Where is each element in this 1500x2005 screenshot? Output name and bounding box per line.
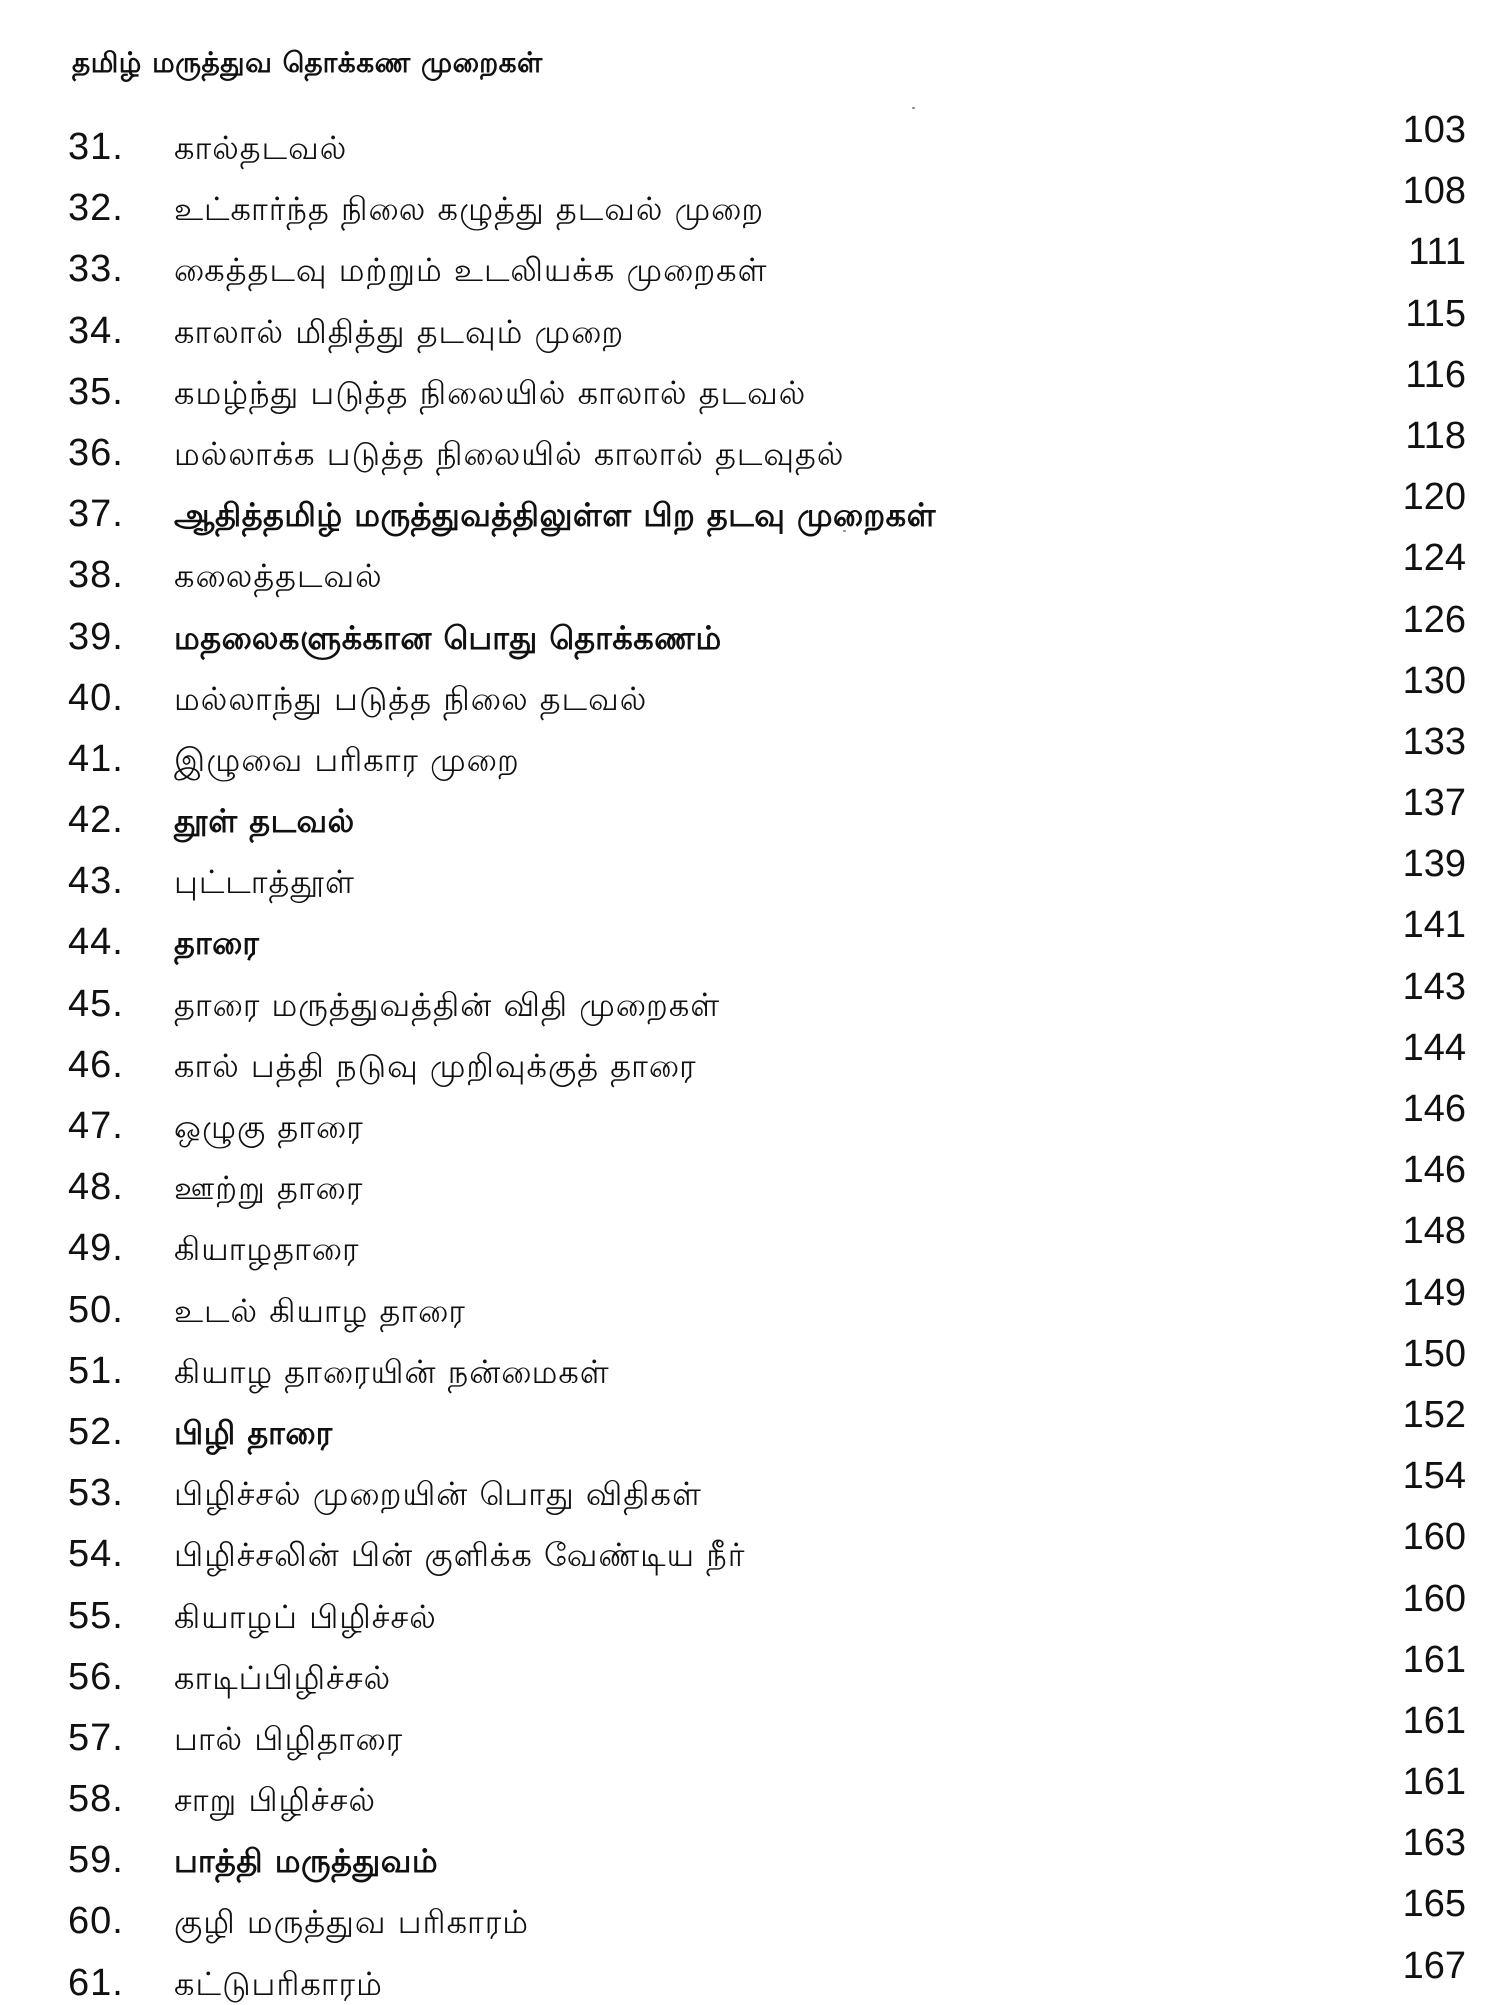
entry-page-number: 139 (1402, 843, 1466, 886)
entry-number: 44. (68, 921, 124, 964)
entry-title: ஆதித்தமிழ் மருத்துவத்திலுள்ள பிற தடவு முறைகள் (174, 496, 936, 535)
entry-title: கமழ்ந்து படுத்த நிலையில் காலால் தடவல் (174, 373, 807, 412)
toc-entry (0, 414, 1500, 475)
toc-entry (0, 108, 1500, 169)
entry-number: 47. (68, 1105, 124, 1147)
toc-entry (0, 1332, 1500, 1393)
toc-entry (0, 720, 1500, 781)
entry-page-number: 130 (1402, 659, 1466, 702)
entry-title: கைத்தடவு மற்றும் உடலியக்க முறைகள் (174, 251, 768, 290)
entry-title: தாரை மருத்துவத்தின் விதி முறைகள் (174, 985, 721, 1024)
entry-page-number: 143 (1402, 965, 1466, 1008)
toc-entry (0, 598, 1500, 659)
entry-number: 36. (68, 431, 124, 474)
entry-page-number: 149 (1402, 1271, 1466, 1314)
entry-number: 56. (68, 1655, 124, 1698)
entry-number: 43. (68, 860, 124, 903)
entry-page-number: 152 (1402, 1393, 1466, 1436)
entry-page-number: 133 (1402, 720, 1466, 763)
entry-page-number: 118 (1405, 414, 1466, 457)
entry-page-number: 103 (1402, 109, 1466, 151)
toc-entry (0, 1087, 1500, 1148)
entry-page-number: 165 (1402, 1883, 1466, 1926)
entry-number: 58. (68, 1778, 124, 1821)
entry-number: 53. (68, 1472, 124, 1515)
toc-entry (0, 1760, 1500, 1821)
entry-number: 60. (68, 1900, 124, 1943)
toc-entry (0, 353, 1500, 414)
entry-title: புட்டாத்தூள் (174, 863, 355, 902)
entry-page-number: 124 (1402, 537, 1466, 580)
entry-number: 55. (68, 1594, 124, 1637)
table-of-contents (0, 108, 1500, 2005)
entry-number: 48. (68, 1166, 124, 1209)
entry-number: 33. (68, 248, 124, 291)
entry-title: தாரை (174, 924, 260, 963)
entry-number: 31. (68, 126, 124, 168)
entry-title: பிழிச்சல் முறையின் பொது விதிகள் (174, 1475, 702, 1514)
toc-entry (0, 1944, 1500, 2005)
entry-title: மதலைகளுக்கான பொது தொக்கணம் (174, 618, 722, 657)
entry-page-number: 167 (1402, 1944, 1466, 1987)
entry-page-number: 126 (1402, 598, 1466, 641)
entry-page-number: 144 (1402, 1026, 1466, 1069)
entry-page-number: 161 (1402, 1699, 1466, 1742)
toc-entry (0, 1821, 1500, 1882)
toc-entry (0, 1148, 1500, 1209)
toc-entry (0, 1209, 1500, 1270)
entry-title: இழுவை பரிகார முறை (174, 740, 520, 779)
entry-title: கால் பத்தி நடுவு முறிவுக்குத் தாரை (174, 1046, 697, 1085)
entry-page-number: 146 (1402, 1149, 1466, 1192)
entry-title: சாறு பிழிச்சல் (174, 1781, 377, 1820)
entry-number: 41. (68, 737, 124, 780)
entry-title: மல்லாந்து படுத்த நிலை தடவல் (174, 679, 648, 718)
entry-number: 37. (68, 493, 124, 536)
entry-page-number: 160 (1402, 1577, 1466, 1620)
toc-entry (0, 1577, 1500, 1638)
toc-entry (0, 1699, 1500, 1760)
entry-number: 38. (68, 554, 124, 597)
entry-title: கட்டுபரிகாரம் (174, 1964, 383, 2003)
toc-entry (0, 842, 1500, 903)
entry-title: உட்கார்ந்த நிலை கழுத்து தடவல் முறை (174, 190, 765, 229)
toc-entry (0, 169, 1500, 230)
entry-page-number: 111 (1408, 231, 1466, 274)
entry-title: காலால் மிதித்து தடவும் முறை (174, 312, 625, 351)
entry-page-number: 116 (1405, 353, 1466, 396)
entry-page-number: 120 (1402, 476, 1466, 519)
entry-title: தூள் தடவல் (174, 802, 355, 841)
entry-page-number: 154 (1402, 1455, 1466, 1498)
entry-page-number: 160 (1402, 1516, 1466, 1559)
entry-number: 49. (68, 1227, 124, 1270)
entry-number: 57. (68, 1716, 124, 1759)
toc-entry (0, 292, 1500, 353)
entry-page-number: 161 (1402, 1638, 1466, 1681)
entry-title: ஒழுகு தாரை (174, 1108, 364, 1146)
entry-page-number: 150 (1402, 1332, 1466, 1375)
toc-entry (0, 1515, 1500, 1576)
toc-entry (0, 1393, 1500, 1454)
entry-number: 59. (68, 1839, 124, 1882)
entry-title: பால் பிழிதாரை (174, 1719, 404, 1758)
entry-number: 54. (68, 1533, 124, 1576)
running-header: தமிழ் மருத்துவ தொக்கண முறைகள் (72, 46, 543, 79)
toc-entry (0, 1026, 1500, 1087)
entry-number: 46. (68, 1043, 124, 1086)
entry-number: 35. (68, 370, 124, 413)
entry-number: 50. (68, 1288, 124, 1331)
entry-page-number: 163 (1402, 1822, 1466, 1865)
toc-entry (0, 781, 1500, 842)
entry-title: கியாழ தாரையின் நன்மைகள் (174, 1352, 610, 1391)
toc-entry (0, 1454, 1500, 1515)
toc-entry (0, 903, 1500, 964)
entry-title: பாத்தி மருத்துவம் (174, 1842, 439, 1881)
toc-entry (0, 1271, 1500, 1332)
entry-title: உடல் கியாழ தாரை (174, 1291, 466, 1330)
toc-entry (0, 965, 1500, 1026)
toc-entry (0, 659, 1500, 720)
entry-title: பிழிச்சலின் பின் குளிக்க வேண்டிய நீர் (174, 1536, 746, 1575)
entry-page-number: 161 (1402, 1761, 1466, 1804)
entry-number: 40. (68, 676, 124, 719)
entry-title: குழி மருத்துவ பரிகாரம் (174, 1903, 530, 1942)
entry-number: 34. (68, 309, 124, 352)
entry-title: காடிப்பிழிச்சல் (174, 1658, 392, 1697)
entry-title: கியாழப் பிழிச்சல் (174, 1597, 437, 1636)
toc-entry (0, 1638, 1500, 1699)
entry-title: கலைத்தடவல் (174, 557, 383, 596)
entry-number: 32. (68, 187, 124, 230)
entry-number: 52. (68, 1410, 124, 1453)
entry-number: 45. (68, 982, 124, 1025)
toc-entry (0, 475, 1500, 536)
entry-page-number: 146 (1402, 1088, 1466, 1130)
toc-entry (0, 1882, 1500, 1943)
entry-number: 51. (68, 1349, 124, 1392)
entry-number: 61. (68, 1961, 124, 2004)
entry-page-number: 108 (1402, 170, 1466, 213)
toc-entry (0, 536, 1500, 597)
entry-title: கால்தடவல் (174, 129, 348, 167)
entry-title: மல்லாக்க படுத்த நிலையில் காலால் தடவுதல் (174, 434, 845, 473)
entry-number: 42. (68, 799, 124, 842)
entry-title: கியாழதாரை (174, 1230, 360, 1269)
entry-number: 39. (68, 615, 124, 658)
entry-page-number: 137 (1402, 782, 1466, 825)
entry-page-number: 141 (1402, 904, 1466, 947)
entry-title: பிழி தாரை (174, 1413, 333, 1452)
entry-title: ஊற்று தாரை (174, 1169, 364, 1208)
entry-page-number: 115 (1405, 292, 1466, 335)
toc-entry (0, 230, 1500, 291)
entry-page-number: 148 (1402, 1210, 1466, 1253)
